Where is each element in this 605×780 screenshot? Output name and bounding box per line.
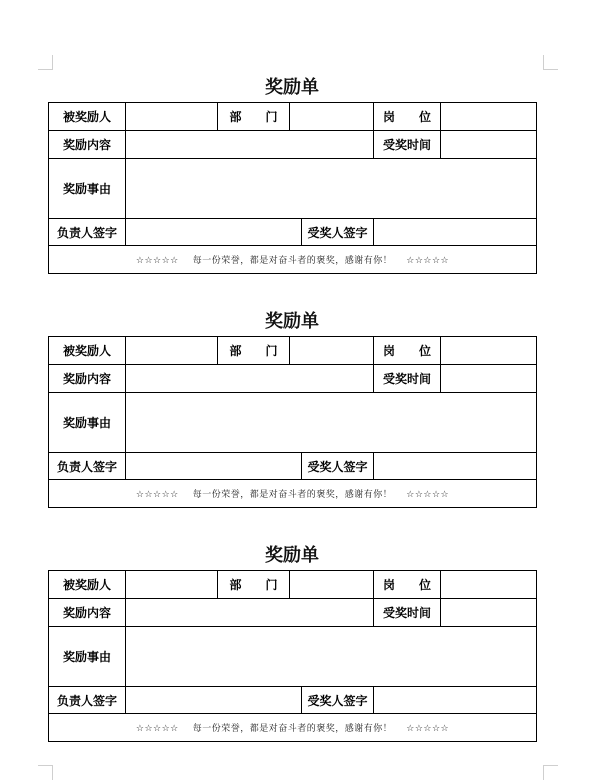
time-field[interactable] [441,131,537,159]
recipient-sign-field[interactable] [374,453,537,480]
department-field[interactable] [290,571,374,599]
stars-left: ☆☆☆☆☆ [135,256,179,266]
content-field[interactable] [126,131,374,159]
department-field[interactable] [290,103,374,131]
page-margin-corner-top-left [38,55,53,70]
recipient-field[interactable] [126,337,218,365]
form-footer [49,246,537,274]
recipient-field[interactable] [126,103,218,131]
recipient-sign-label: 受奖人签字 [302,453,374,480]
recipient-sign-label: 受奖人签字 [302,687,374,714]
form-title: 奖励单 [265,77,319,98]
recipient-sign-field[interactable] [374,219,537,246]
time-field[interactable] [441,365,537,393]
manager-sign-field[interactable] [126,453,302,480]
reason-field[interactable] [126,393,537,453]
reason-field[interactable] [126,159,537,219]
stars-left: ☆☆☆☆☆ [135,490,179,500]
content-field[interactable] [126,599,374,627]
reason-field[interactable] [126,627,537,687]
recipient-label: 被奖励人 [49,103,126,131]
award-table [48,336,537,508]
form-title: 奖励单 [265,545,319,566]
department-field[interactable] [290,337,374,365]
reason-label: 奖励事由 [49,627,126,687]
time-label: 受奖时间 [374,365,441,393]
content-label: 奖励内容 [49,365,126,393]
content-label: 奖励内容 [49,131,126,159]
manager-sign-field[interactable] [126,219,302,246]
recipient-sign-field[interactable] [374,687,537,714]
manager-sign-label: 负责人签字 [49,219,126,246]
content-label: 奖励内容 [49,599,126,627]
manager-sign-label: 负责人签字 [49,453,126,480]
position-label: 岗 位 [374,103,441,131]
department-label: 部 门 [218,103,290,131]
recipient-sign-label: 受奖人签字 [302,219,374,246]
position-label: 岗 位 [374,337,441,365]
award-table [48,102,537,274]
footer-message: 每一份荣誉，都是对奋斗者的褒奖，感谢有你！ [192,490,393,500]
recipient-label: 被奖励人 [49,571,126,599]
footer-message: 每一份荣誉，都是对奋斗者的褒奖，感谢有你！ [192,256,393,266]
recipient-field[interactable] [126,571,218,599]
stars-right: ☆☆☆☆☆ [406,490,450,500]
recipient-label: 被奖励人 [49,337,126,365]
page-margin-corner-bottom-right [543,765,558,780]
position-label: 岗 位 [374,571,441,599]
position-field[interactable] [441,337,537,365]
footer-message: 每一份荣誉，都是对奋斗者的褒奖，感谢有你！ [192,724,393,734]
department-label: 部 门 [218,337,290,365]
page-margin-corner-top-right [543,55,558,70]
time-field[interactable] [441,599,537,627]
time-label: 受奖时间 [374,131,441,159]
reason-label: 奖励事由 [49,393,126,453]
award-table [48,570,537,742]
form-footer [49,714,537,742]
reason-label: 奖励事由 [49,159,126,219]
content-field[interactable] [126,365,374,393]
page-margin-corner-bottom-left [38,765,53,780]
department-label: 部 门 [218,571,290,599]
form-title: 奖励单 [265,311,319,332]
manager-sign-field[interactable] [126,687,302,714]
stars-right: ☆☆☆☆☆ [406,256,450,266]
stars-right: ☆☆☆☆☆ [406,724,450,734]
stars-left: ☆☆☆☆☆ [135,724,179,734]
form-footer [49,480,537,508]
position-field[interactable] [441,571,537,599]
position-field[interactable] [441,103,537,131]
time-label: 受奖时间 [374,599,441,627]
manager-sign-label: 负责人签字 [49,687,126,714]
